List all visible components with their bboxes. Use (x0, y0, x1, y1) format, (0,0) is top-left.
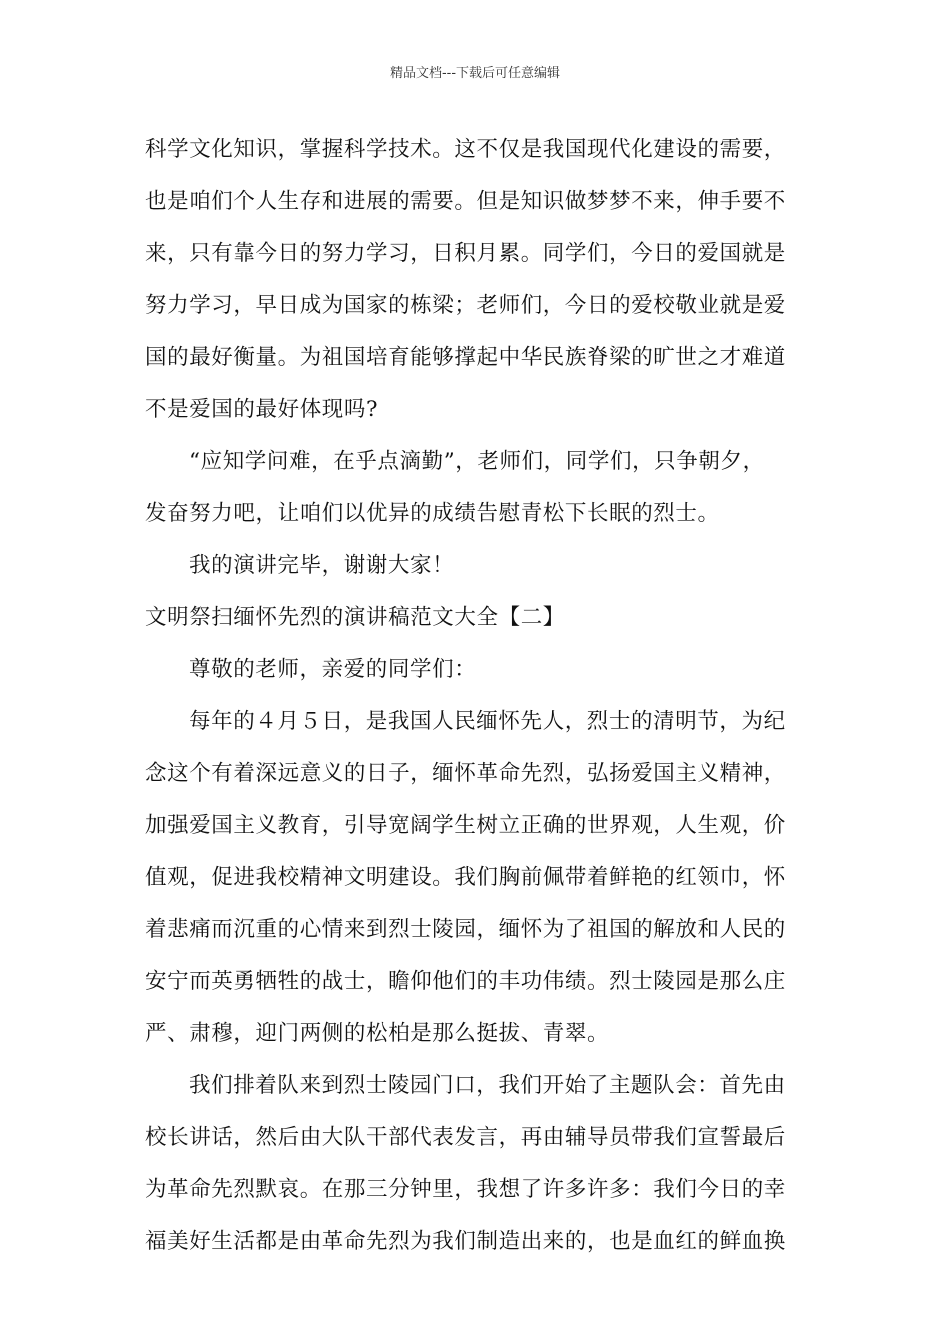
text-line: 努力学习，早日成为国家的栋梁；老师们，今日的爱校敬业就是爱 (145, 293, 786, 318)
text-line: 为革命先烈默哀。在那三分钟里，我想了许多许多：我们今日的幸 (145, 1177, 786, 1202)
text-line: 安宁而英勇牺牲的战士，瞻仰他们的丰功伟绩。烈士陵园是那么庄 (145, 969, 786, 994)
text-line: 科学文化知识，掌握科学技术。这不仅是我国现代化建设的需要， (145, 137, 786, 162)
text-line: 值观，促进我校精神文明建设。我们胸前佩带着鲜艳的红领巾，怀 (145, 865, 786, 890)
text-line: 也是咱们个人生存和进展的需要。但是知识做梦梦不来，伸手要不 (145, 189, 786, 214)
text-line: 不是爱国的最好体现吗? (145, 397, 379, 422)
text-line: 文明祭扫缅怀先烈的演讲稿范文大全【二】 (145, 605, 565, 630)
text-line: 福美好生活都是由革命先烈为我们制造出来的，也是血红的鲜血换 (145, 1229, 786, 1254)
page-header: 精品文档---下载后可任意编辑 (389, 66, 561, 81)
text-line: 我的演讲完毕，谢谢大家！ (189, 553, 455, 578)
text-line: 加强爱国主义教育，引导宽阔学生树立正确的世界观，人生观，价 (145, 813, 786, 838)
text-line: 每年的４月５日，是我国人民缅怀先人，烈士的清明节，为纪 (189, 709, 786, 734)
text-line: 发奋努力吧，让咱们以优异的成绩告慰青松下长眠的烈士。 (145, 501, 720, 526)
text-line: 来，只有靠今日的努力学习，日积月累。同学们，今日的爱国就是 (145, 241, 786, 266)
text-line: “应知学问难，在乎点滴勤”，老师们，同学们，只争朝夕， (189, 449, 765, 474)
text-line: 国的最好衡量。为祖国培育能够撑起中华民族脊梁的旷世之才难道 (145, 345, 786, 370)
text-line: 着悲痛而沉重的心情来到烈士陵园，缅怀为了祖国的解放和人民的 (145, 917, 786, 942)
text-line: 尊敬的老师，亲爱的同学们： (189, 657, 477, 682)
document-body (145, 124, 809, 1268)
text-line: 校长讲话，然后由大队干部代表发言，再由辅导员带我们宣誓最后 (145, 1125, 786, 1150)
text-line: 严、肃穆，迎门两侧的松柏是那么挺拔、青翠。 (145, 1021, 610, 1046)
text-line: 我们排着队来到烈士陵园门口，我们开始了主题队会：首先由 (189, 1073, 786, 1098)
text-line: 念这个有着深远意义的日子，缅怀革命先烈，弘扬爱国主义精神， (145, 761, 786, 786)
